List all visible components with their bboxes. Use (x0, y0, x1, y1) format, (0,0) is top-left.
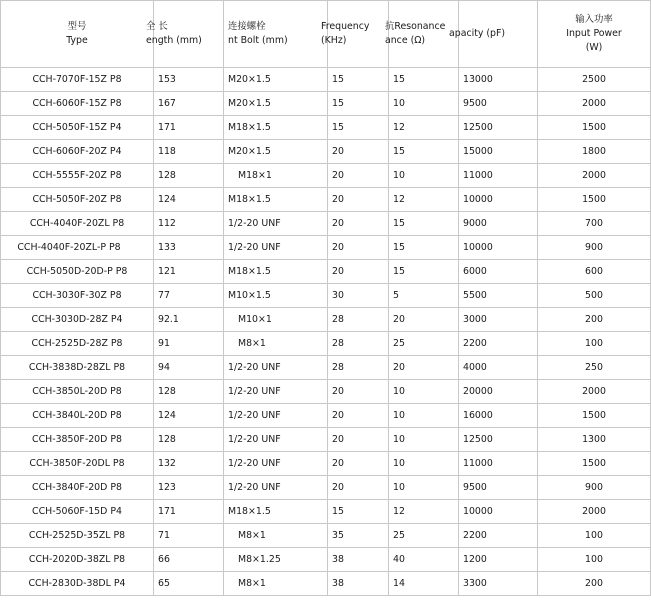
cell-power: 1500 (538, 116, 651, 140)
cell-capacity: 2200 (459, 332, 538, 356)
table-row (1, 140, 651, 164)
cell-bolt: 1/2-20 UNF (224, 236, 328, 260)
cell-capacity: 9500 (459, 92, 538, 116)
cell-type: CCH-3840L-20D P8 (1, 404, 154, 428)
cell-type: CCH-5050F-15Z P4 (1, 116, 154, 140)
cell-type: CCH-4040F-20ZL-P P8 (1, 236, 154, 260)
header-power: 输入功率 Input Power (W) (538, 1, 651, 68)
cell-bolt: M8×1 (224, 572, 328, 596)
table-row (1, 572, 651, 596)
cell-resonance: 10 (389, 452, 459, 476)
table-row (1, 356, 651, 380)
cell-type: CCH-5050D-20D-P P8 (1, 260, 154, 284)
cell-type: CCH-3850F-20DL P8 (1, 452, 154, 476)
cell-length: 91 (154, 332, 224, 356)
cell-length: 171 (154, 500, 224, 524)
cell-capacity: 12500 (459, 428, 538, 452)
header-capacity: apacity (pF) (459, 1, 538, 68)
cell-type: CCH-2525D-28Z P8 (1, 332, 154, 356)
cell-frequency: 38 (328, 548, 389, 572)
cell-type: CCH-5060F-15D P4 (1, 500, 154, 524)
cell-type: CCH-4040F-20ZL P8 (1, 212, 154, 236)
cell-length: 65 (154, 572, 224, 596)
cell-capacity: 10000 (459, 236, 538, 260)
cell-capacity: 20000 (459, 380, 538, 404)
header-frequency: Frequency (KHz) (328, 1, 389, 68)
cell-resonance: 10 (389, 164, 459, 188)
cell-bolt: 1/2-20 UNF (224, 404, 328, 428)
cell-bolt: 1/2-20 UNF (224, 380, 328, 404)
cell-frequency: 20 (328, 428, 389, 452)
table-row (1, 188, 651, 212)
table-row (1, 476, 651, 500)
cell-resonance: 10 (389, 404, 459, 428)
cell-resonance: 15 (389, 140, 459, 164)
cell-bolt: M18×1.5 (224, 116, 328, 140)
table-row (1, 404, 651, 428)
cell-frequency: 20 (328, 188, 389, 212)
cell-type: CCH-3838D-28ZL P8 (1, 356, 154, 380)
table-row (1, 524, 651, 548)
table-header (1, 1, 651, 68)
cell-power: 1800 (538, 140, 651, 164)
cell-resonance: 20 (389, 356, 459, 380)
cell-frequency: 20 (328, 452, 389, 476)
cell-length: 94 (154, 356, 224, 380)
cell-bolt: M18×1.5 (224, 188, 328, 212)
cell-frequency: 15 (328, 92, 389, 116)
table-row (1, 284, 651, 308)
table-row (1, 308, 651, 332)
table-row (1, 428, 651, 452)
table-row (1, 92, 651, 116)
cell-bolt: M20×1.5 (224, 92, 328, 116)
cell-resonance: 15 (389, 68, 459, 92)
cell-resonance: 25 (389, 524, 459, 548)
cell-length: 133 (154, 236, 224, 260)
cell-power: 1300 (538, 428, 651, 452)
cell-bolt: 1/2-20 UNF (224, 356, 328, 380)
cell-capacity: 11000 (459, 164, 538, 188)
cell-length: 128 (154, 428, 224, 452)
cell-resonance: 12 (389, 116, 459, 140)
cell-bolt: M10×1 (224, 308, 328, 332)
cell-capacity: 6000 (459, 260, 538, 284)
cell-resonance: 12 (389, 500, 459, 524)
cell-resonance: 12 (389, 188, 459, 212)
table-row (1, 212, 651, 236)
cell-type: CCH-2830D-38DL P4 (1, 572, 154, 596)
cell-power: 1500 (538, 452, 651, 476)
cell-length: 128 (154, 380, 224, 404)
cell-power: 2500 (538, 68, 651, 92)
cell-type: CCH-5050F-20Z P8 (1, 188, 154, 212)
cell-bolt: M8×1.25 (224, 548, 328, 572)
cell-resonance: 10 (389, 476, 459, 500)
cell-resonance: 15 (389, 236, 459, 260)
cell-type: CCH-3840F-20D P8 (1, 476, 154, 500)
cell-power: 2000 (538, 92, 651, 116)
cell-frequency: 15 (328, 68, 389, 92)
cell-bolt: M10×1.5 (224, 284, 328, 308)
table-row (1, 68, 651, 92)
cell-capacity: 1200 (459, 548, 538, 572)
cell-power: 700 (538, 212, 651, 236)
table-row (1, 380, 651, 404)
header-type: 型号 Type (1, 1, 154, 68)
cell-capacity: 11000 (459, 452, 538, 476)
table-body (1, 68, 651, 596)
cell-length: 124 (154, 188, 224, 212)
cell-length: 121 (154, 260, 224, 284)
cell-bolt: M18×1 (224, 164, 328, 188)
cell-frequency: 28 (328, 308, 389, 332)
cell-frequency: 20 (328, 140, 389, 164)
cell-frequency: 28 (328, 356, 389, 380)
cell-type: CCH-5555F-20Z P8 (1, 164, 154, 188)
cell-capacity: 15000 (459, 140, 538, 164)
cell-resonance: 15 (389, 260, 459, 284)
table-row (1, 548, 651, 572)
cell-length: 118 (154, 140, 224, 164)
cell-capacity: 5500 (459, 284, 538, 308)
cell-power: 200 (538, 572, 651, 596)
cell-capacity: 4000 (459, 356, 538, 380)
header-length: 全 长 ength (mm) (154, 1, 224, 68)
cell-resonance: 40 (389, 548, 459, 572)
cell-capacity: 3300 (459, 572, 538, 596)
cell-length: 132 (154, 452, 224, 476)
cell-power: 100 (538, 524, 651, 548)
cell-power: 2000 (538, 380, 651, 404)
cell-length: 167 (154, 92, 224, 116)
cell-capacity: 12500 (459, 116, 538, 140)
cell-type: CCH-2525D-35ZL P8 (1, 524, 154, 548)
cell-length: 92.1 (154, 308, 224, 332)
cell-bolt: 1/2-20 UNF (224, 428, 328, 452)
cell-length: 153 (154, 68, 224, 92)
cell-capacity: 10000 (459, 188, 538, 212)
cell-length: 77 (154, 284, 224, 308)
cell-length: 112 (154, 212, 224, 236)
cell-frequency: 30 (328, 284, 389, 308)
cell-bolt: M20×1.5 (224, 140, 328, 164)
cell-resonance: 5 (389, 284, 459, 308)
table-row (1, 116, 651, 140)
cell-frequency: 20 (328, 404, 389, 428)
cell-resonance: 10 (389, 380, 459, 404)
cell-resonance: 15 (389, 212, 459, 236)
cell-type: CCH-3030D-28Z P4 (1, 308, 154, 332)
cell-frequency: 28 (328, 332, 389, 356)
cell-capacity: 9000 (459, 212, 538, 236)
cell-bolt: 1/2-20 UNF (224, 212, 328, 236)
cell-frequency: 20 (328, 380, 389, 404)
cell-bolt: 1/2-20 UNF (224, 476, 328, 500)
cell-frequency: 38 (328, 572, 389, 596)
cell-bolt: M8×1 (224, 524, 328, 548)
table-row (1, 452, 651, 476)
cell-type: CCH-7070F-15Z P8 (1, 68, 154, 92)
cell-resonance: 10 (389, 92, 459, 116)
table-row (1, 164, 651, 188)
cell-frequency: 20 (328, 236, 389, 260)
cell-length: 124 (154, 404, 224, 428)
cell-length: 66 (154, 548, 224, 572)
cell-power: 200 (538, 308, 651, 332)
cell-power: 2000 (538, 164, 651, 188)
cell-capacity: 16000 (459, 404, 538, 428)
cell-resonance: 25 (389, 332, 459, 356)
cell-frequency: 35 (328, 524, 389, 548)
cell-capacity: 10000 (459, 500, 538, 524)
header-row (1, 1, 651, 68)
cell-bolt: M8×1 (224, 332, 328, 356)
cell-frequency: 20 (328, 212, 389, 236)
cell-type: CCH-3850F-20D P8 (1, 428, 154, 452)
cell-frequency: 20 (328, 260, 389, 284)
cell-power: 500 (538, 284, 651, 308)
cell-power: 600 (538, 260, 651, 284)
cell-type: CCH-3030F-30Z P8 (1, 284, 154, 308)
cell-type: CCH-2020D-38ZL P8 (1, 548, 154, 572)
cell-power: 2000 (538, 500, 651, 524)
cell-type: CCH-3850L-20D P8 (1, 380, 154, 404)
table-row (1, 236, 651, 260)
cell-bolt: M20×1.5 (224, 68, 328, 92)
header-bolt: 连接螺栓 nt Bolt (mm) (224, 1, 328, 68)
table-row (1, 332, 651, 356)
cell-power: 250 (538, 356, 651, 380)
cell-length: 123 (154, 476, 224, 500)
table-row (1, 500, 651, 524)
cell-capacity: 9500 (459, 476, 538, 500)
cell-bolt: 1/2-20 UNF (224, 452, 328, 476)
cell-type: CCH-6060F-15Z P8 (1, 92, 154, 116)
cell-length: 128 (154, 164, 224, 188)
cell-frequency: 20 (328, 164, 389, 188)
cell-frequency: 15 (328, 116, 389, 140)
cell-type: CCH-6060F-20Z P4 (1, 140, 154, 164)
cell-resonance: 14 (389, 572, 459, 596)
cell-bolt: M18×1.5 (224, 500, 328, 524)
header-resonance: 抗Resonance ance (Ω) (389, 1, 459, 68)
cell-power: 100 (538, 332, 651, 356)
cell-frequency: 15 (328, 500, 389, 524)
cell-resonance: 10 (389, 428, 459, 452)
table-row (1, 260, 651, 284)
cell-frequency: 20 (328, 476, 389, 500)
cell-resonance: 20 (389, 308, 459, 332)
cell-power: 1500 (538, 188, 651, 212)
cell-bolt: M18×1.5 (224, 260, 328, 284)
cell-capacity: 13000 (459, 68, 538, 92)
cell-length: 171 (154, 116, 224, 140)
cell-power: 900 (538, 476, 651, 500)
cell-length: 71 (154, 524, 224, 548)
cell-power: 100 (538, 548, 651, 572)
cell-capacity: 3000 (459, 308, 538, 332)
cell-power: 900 (538, 236, 651, 260)
cell-capacity: 2200 (459, 524, 538, 548)
cell-power: 1500 (538, 404, 651, 428)
